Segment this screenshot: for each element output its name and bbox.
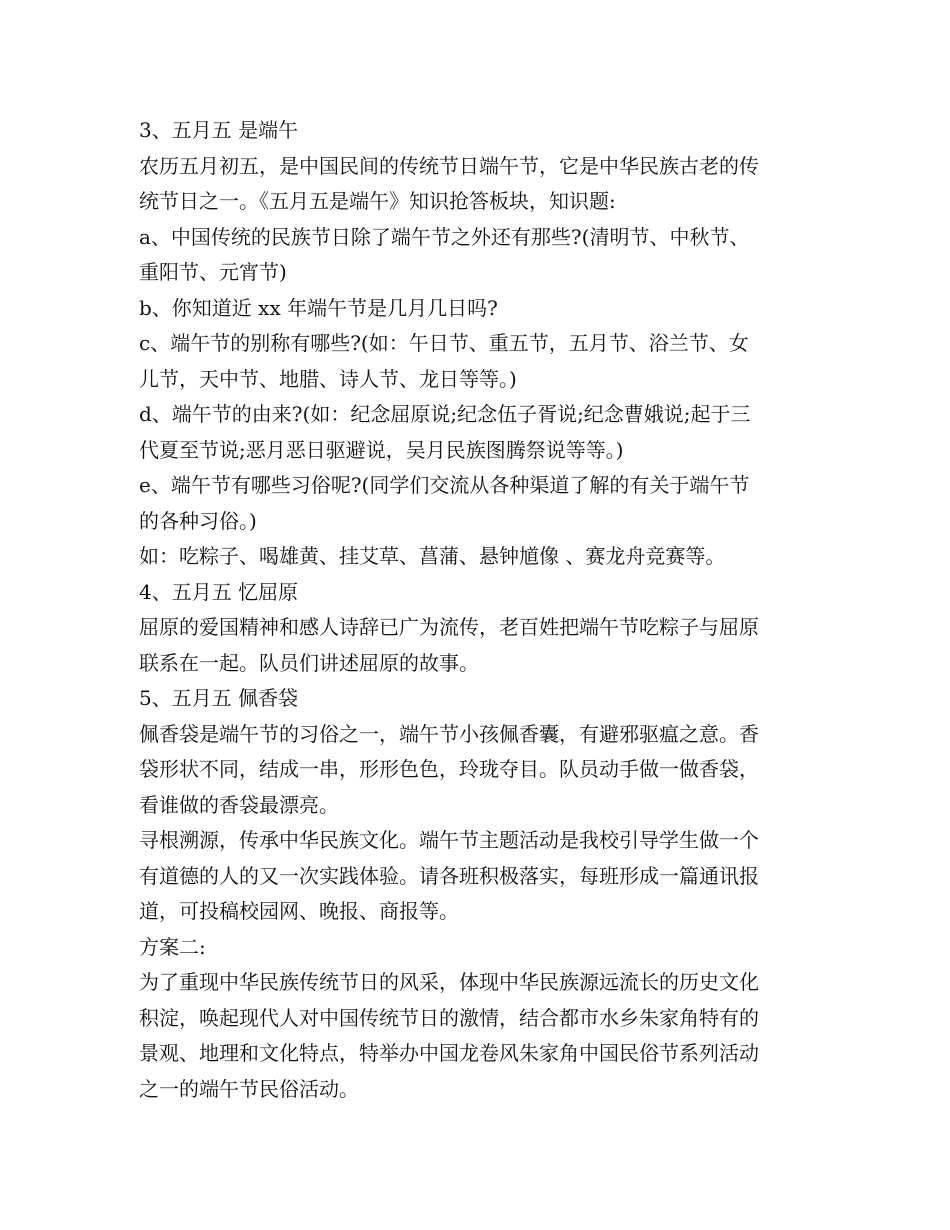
text-line: 儿节，天中节、地腊、诗人节、龙日等等。)	[139, 366, 517, 391]
text-line: 积淀，唤起现代人对中国传统节日的激情，结合都市水乡朱家角特有的	[139, 1005, 759, 1030]
text-line: 佩香袋是端午节的习俗之一，端午节小孩佩香囊，有避邪驱瘟之意。香	[139, 721, 759, 746]
text-line: 重阳节、元宵节)	[139, 260, 287, 284]
text-line: 有道德的人的又一次实践体验。请各班积极落实，每班形成一篇通讯报	[139, 863, 759, 888]
text-line: 3、五月五 是端午	[139, 118, 299, 142]
text-line: 4、五月五 忆屈原	[139, 579, 299, 604]
text-line: 之一的端午节民俗活动。	[139, 1076, 359, 1101]
text-line: 方案二:	[139, 934, 206, 959]
text-line: d、端午节的由来?(如：纪念屈原说;纪念伍子胥说;纪念曹娥说;起于三	[139, 402, 751, 426]
text-line: 道，可投稿校园网、晚报、商报等。	[139, 899, 459, 923]
text-line: 袋形状不同，结成一串，形形色色，玲珑夺目。队员动手做一做香袋，	[139, 757, 759, 781]
text-line: a、中国传统的民族节日除了端午节之外还有那些?(清明节、中秋节、	[139, 224, 750, 249]
text-line: e、端午节有哪些习俗呢?(同学们交流从各种渠道了解的有关于端午节	[139, 473, 750, 497]
text-line: 农历五月初五，是中国民间的传统节日端午节，它是中华民族古老的传	[139, 153, 759, 178]
text-line: b、你知道近 xx 年端午节是几月几日吗?	[139, 295, 498, 320]
text-line: 5、五月五 佩香袋	[139, 686, 299, 710]
text-line: 代夏至节说;恶月恶日驱避说，吴月民族图腾祭说等等。)	[139, 437, 624, 462]
text-line: c、端午节的别称有哪些?(如：午日节、重五节，五月节、浴兰节、女	[139, 331, 749, 355]
text-line: 统节日之一。《五月五是端午》知识抢答板块，知识题:	[139, 189, 616, 213]
text-line: 景观、地理和文化特点，特举办中国龙卷风朱家角中国民俗节系列活动	[139, 1041, 759, 1065]
text-line: 寻根溯源，传承中华民族文化。端午节主题活动是我校引导学生做一个	[139, 828, 759, 852]
text-line: 为了重现中华民族传统节日的风采，体现中华民族源远流长的历史文化	[139, 970, 759, 994]
text-line: 看谁做的香袋最漂亮。	[139, 792, 339, 817]
text-line: 联系在一起。队员们讲述屈原的故事。	[139, 650, 479, 675]
text-line: 屈原的爱国精神和感人诗辞已广为流传，老百姓把端午节吃粽子与屈原	[139, 615, 759, 639]
text-line: 如：吃粽子、喝雄黄、挂艾草、菖蒲、悬钟馗像 、赛龙舟竞赛等。	[139, 544, 726, 568]
text-line: 的各种习俗。)	[139, 508, 257, 533]
document-body	[139, 113, 819, 1107]
